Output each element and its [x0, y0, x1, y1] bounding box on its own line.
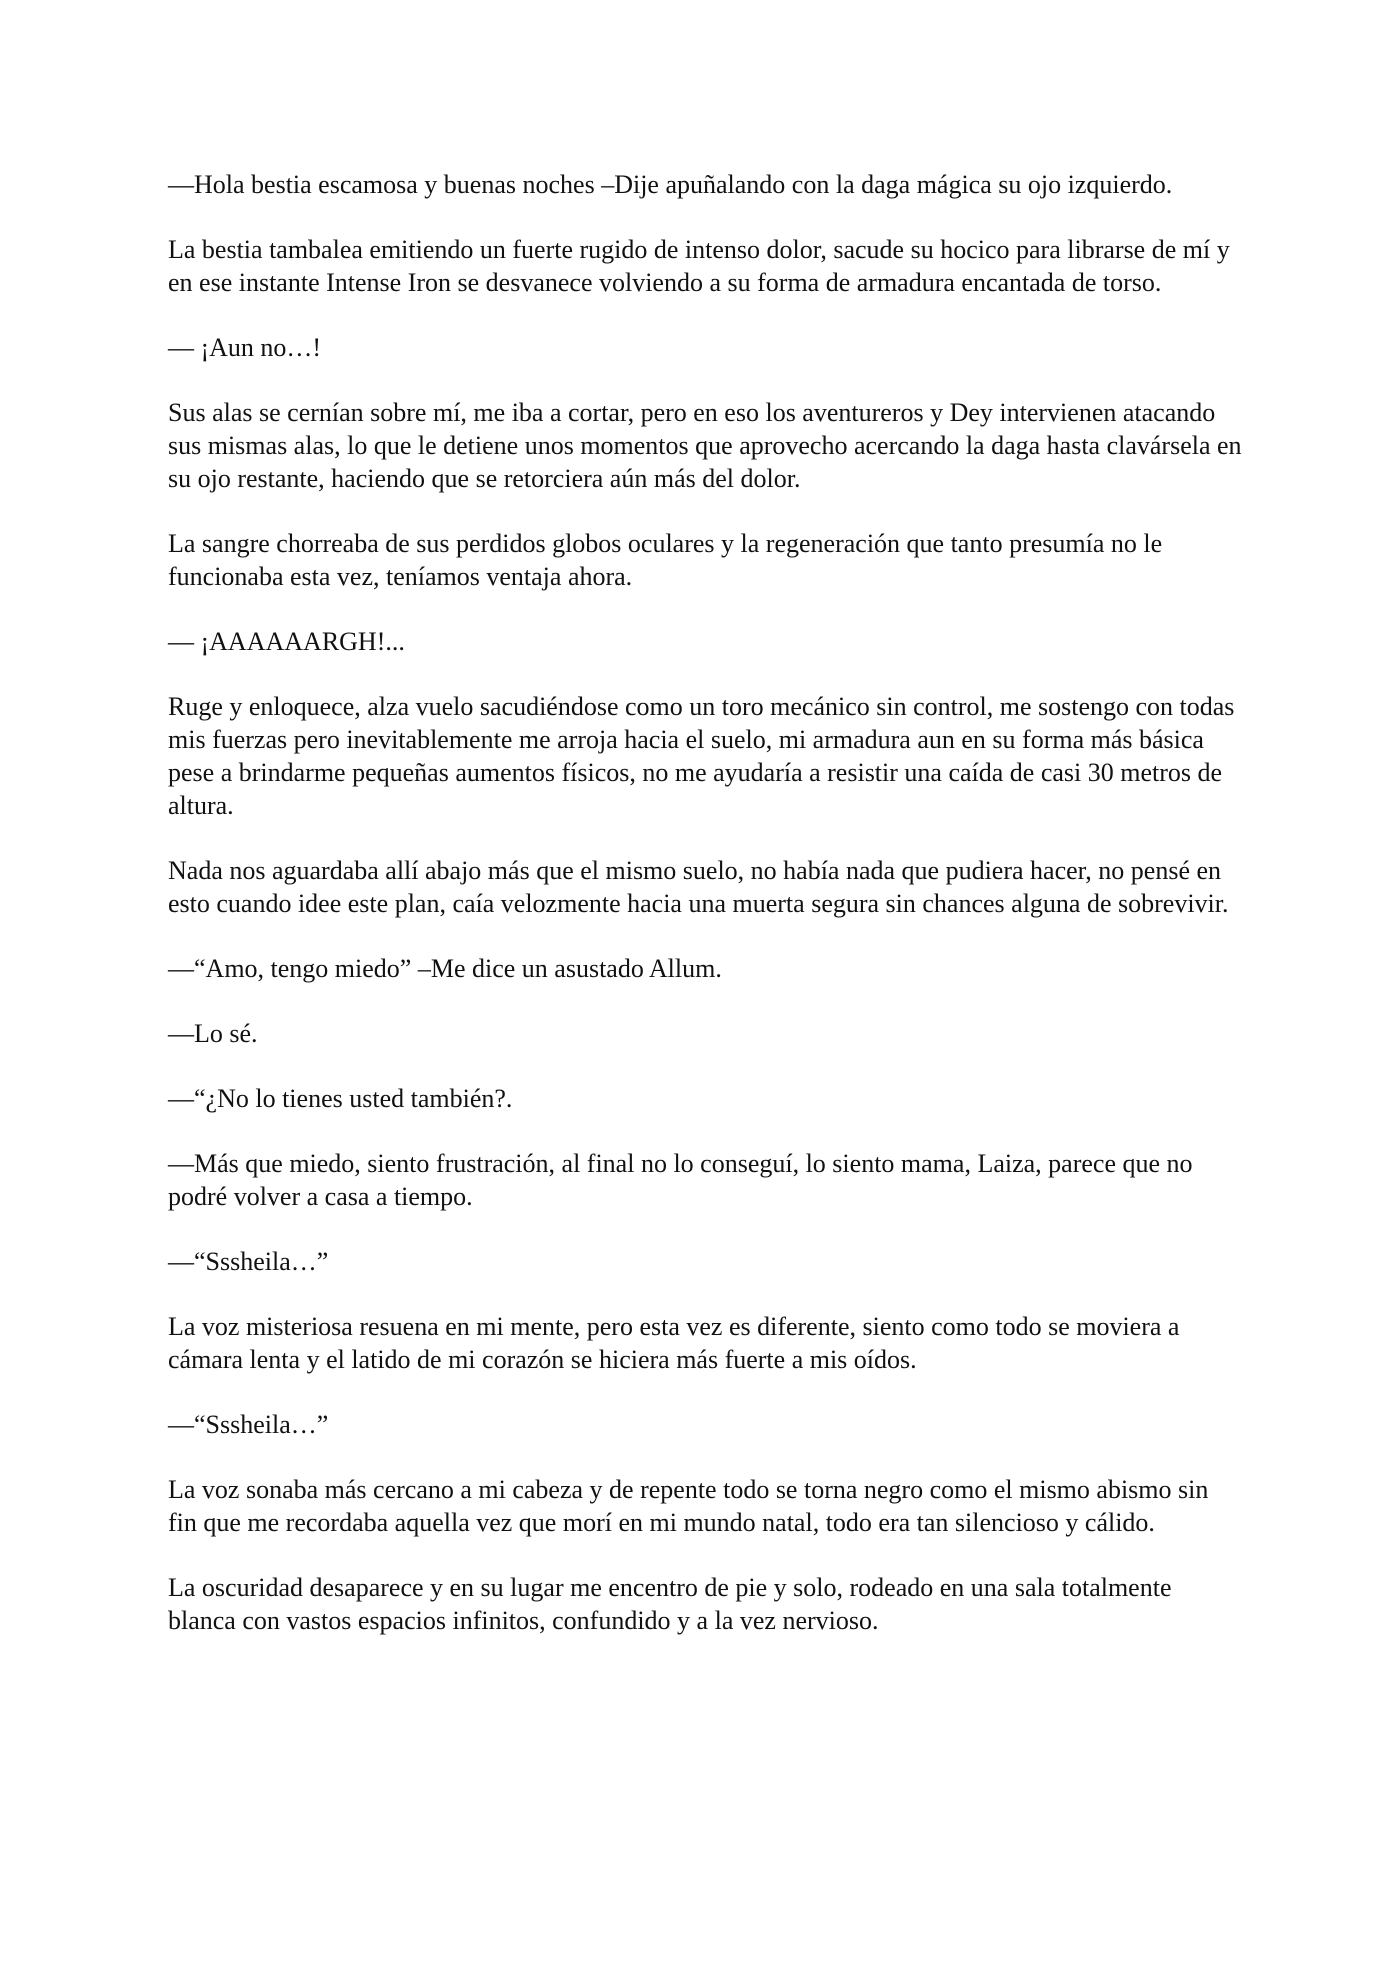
paragraph: —“Sssheila…” — [168, 1410, 329, 1439]
paragraph: —“Amo, tengo miedo” –Me dice un asustado Allum. — [168, 954, 722, 983]
paragraph: La bestia tambalea emitiendo un fuerte rugido de intenso dolor, sacude su hocico para librarse de mí y en ese instante Intense Iron se desvanece volviendo a su forma de armadura encantada de torso. — [168, 235, 1230, 297]
paragraph: Nada nos aguardaba allí abajo más que el mismo suelo, no había nada que pudiera hacer, no pensé en esto cuando idee este plan, caía velozmente hacia una muerta segura sin chances alguna de sobrevivir. — [168, 856, 1229, 918]
paragraph: Sus alas se cernían sobre mí, me iba a cortar, pero en eso los aventureros y Dey intervienen atacando sus mismas alas, lo que le detiene unos momentos que aprovecho acercando la daga hasta clavársela en su ojo restante, haciendo que se retorciera aún más del dolor. — [168, 398, 1242, 493]
paragraph: Ruge y enloquece, alza vuelo sacudiéndose como un toro mecánico sin control, me sostengo con todas mis fuerzas pero inevitablemente me arroja hacia el suelo, mi armadura aun en su forma más básica pese a brindarme pequeñas aumentos físicos, no me ayudaría a resistir una caída de casi 30 metros de altura. — [168, 692, 1235, 820]
document-body — [168, 168, 1243, 1669]
paragraph: —“Sssheila…” — [168, 1247, 329, 1276]
paragraph: — ¡Aun no…! — [168, 333, 322, 362]
paragraph: La voz misteriosa resuena en mi mente, pero esta vez es diferente, siento como todo se moviera a cámara lenta y el latido de mi corazón se hiciera más fuerte a mis oídos. — [168, 1312, 1180, 1374]
paragraph: —Más que miedo, siento frustración, al final no lo conseguí, lo siento mama, Laiza, parece que no podré volver a casa a tiempo. — [168, 1149, 1193, 1211]
paragraph: La oscuridad desaparece y en su lugar me encentro de pie y solo, rodeado en una sala totalmente blanca con vastos espacios infinitos, confundido y a la vez nervioso. — [168, 1573, 1172, 1635]
paragraph: —“¿No lo tienes usted también?. — [168, 1084, 513, 1113]
paragraph: La sangre chorreaba de sus perdidos globos oculares y la regeneración que tanto presumía no le funcionaba esta vez, teníamos ventaja ahora. — [168, 529, 1163, 591]
paragraph: La voz sonaba más cercano a mi cabeza y de repente todo se torna negro como el mismo abismo sin fin que me recordaba aquella vez que morí en mi mundo natal, todo era tan silencioso y cálido. — [168, 1475, 1209, 1537]
paragraph: —Hola bestia escamosa y buenas noches –Dije apuñalando con la daga mágica su ojo izquierdo. — [168, 170, 1173, 199]
paragraph: — ¡AAAAAARGH!... — [168, 627, 405, 656]
paragraph: —Lo sé. — [168, 1019, 258, 1048]
